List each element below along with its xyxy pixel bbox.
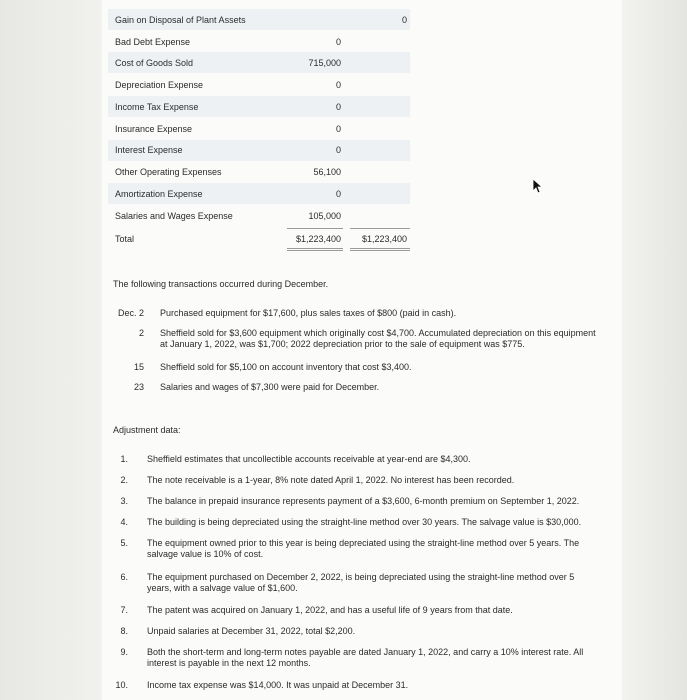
transaction-date: 15 xyxy=(133,362,144,372)
account-label: Insurance Expense xyxy=(115,124,193,134)
double-rule xyxy=(287,250,343,251)
background-left xyxy=(0,0,102,700)
adjustment-text: The equipment owned prior to this year is being depreciated using the straight-line method over 5 years. The salvage value is 10% of cost. xyxy=(147,538,580,559)
total-credit: $1,223,400 xyxy=(361,234,407,244)
mouse-cursor-icon xyxy=(531,178,543,194)
adjustment-text: The balance in prepaid insurance represents payment of a $3,600, 6-month premium on September 1, 2022. xyxy=(147,496,580,506)
adjustment-number: 7. xyxy=(120,605,128,615)
debit-value: 0 xyxy=(335,124,341,134)
debit-value: 0 xyxy=(335,145,341,155)
adjustment-text: Unpaid salaries at December 31, 2022, total $2,200. xyxy=(147,626,356,636)
account-label: Amortization Expense xyxy=(115,189,203,199)
adjustment-number: 2. xyxy=(120,475,128,485)
debit-value: 0 xyxy=(335,37,341,47)
subtotal-rule xyxy=(350,228,410,229)
transaction-text: Sheffield sold for $3,600 equipment which originally cost $4,700. Accumulated depreciation on this equipment at January 1, 2022, was $1,700; 2022 depreciation prior to the sale of equipment was $775. xyxy=(160,328,596,349)
account-label: Salaries and Wages Expense xyxy=(115,211,233,221)
account-label: Cost of Goods Sold xyxy=(115,58,194,68)
double-rule xyxy=(287,248,343,249)
debit-value: 0 xyxy=(335,102,341,112)
double-rule xyxy=(350,250,410,251)
adjustment-number: 4. xyxy=(120,517,128,527)
account-label: Other Operating Expenses xyxy=(115,167,222,177)
transactions-intro: The following transactions occurred during December. xyxy=(113,279,329,289)
debit-value: 715,000 xyxy=(308,58,341,68)
adjustment-text: Income tax expense was $14,000. It was unpaid at December 31. xyxy=(147,680,409,690)
account-label: Depreciation Expense xyxy=(115,80,204,90)
adjustment-number: 10. xyxy=(115,680,128,690)
adjustment-text: The equipment purchased on December 2, 2022, is being depreciated using the straight-line method over 5 years, with a salvage value of $1,600. xyxy=(147,572,575,593)
adjustment-text: The note receivable is a 1-year, 8% note dated April 1, 2022. No interest has been recorded. xyxy=(147,475,515,485)
subtotal-rule xyxy=(287,228,343,229)
debit-value: 56,100 xyxy=(313,167,341,177)
credit-value: 0 xyxy=(401,15,407,25)
transaction-text: Salaries and wages of $7,300 were paid for December. xyxy=(160,382,380,392)
adjustment-text: The patent was acquired on January 1, 2022, and has a useful life of 9 years from that date. xyxy=(147,605,513,615)
account-label: Interest Expense xyxy=(115,145,183,155)
transaction-date: Dec. 2 xyxy=(117,308,144,318)
double-rule xyxy=(350,248,410,249)
account-label: Bad Debt Expense xyxy=(115,37,191,47)
debit-value: 0 xyxy=(335,80,341,90)
total-debit: $1,223,400 xyxy=(295,234,341,244)
adjustment-text: Sheffield estimates that uncollectible accounts receivable at year-end are $4,300. xyxy=(147,454,471,464)
adjustment-text: Both the short-term and long-term notes payable are dated January 1, 2022, and carry a 10% interest rate. All interest is payable in the next 12 months. xyxy=(147,647,584,668)
adjustment-number: 8. xyxy=(120,626,128,636)
background-right xyxy=(622,0,687,700)
adjustment-number: 1. xyxy=(120,454,128,464)
total-label: Total xyxy=(115,234,135,244)
debit-value: 0 xyxy=(335,189,341,199)
transaction-text: Purchased equipment for $17,600, plus sales taxes of $800 (paid in cash). xyxy=(160,308,457,318)
account-label: Gain on Disposal of Plant Assets xyxy=(115,15,246,25)
transaction-text: Sheffield sold for $5,100 on account inventory that cost $3,400. xyxy=(160,362,412,372)
debit-value: 105,000 xyxy=(308,211,341,221)
adjustment-number: 6. xyxy=(120,572,128,582)
adjustment-number: 5. xyxy=(120,538,128,548)
adjustment-heading: Adjustment data: xyxy=(113,425,181,435)
transaction-date: 23 xyxy=(133,382,144,392)
adjustment-number: 9. xyxy=(120,647,128,657)
account-label: Income Tax Expense xyxy=(115,102,199,112)
transaction-date: 2 xyxy=(138,328,144,338)
adjustment-number: 3. xyxy=(120,496,128,506)
adjustment-text: The building is being depreciated using the straight-line method over 30 years. The salvage value is $30,000. xyxy=(147,517,582,527)
